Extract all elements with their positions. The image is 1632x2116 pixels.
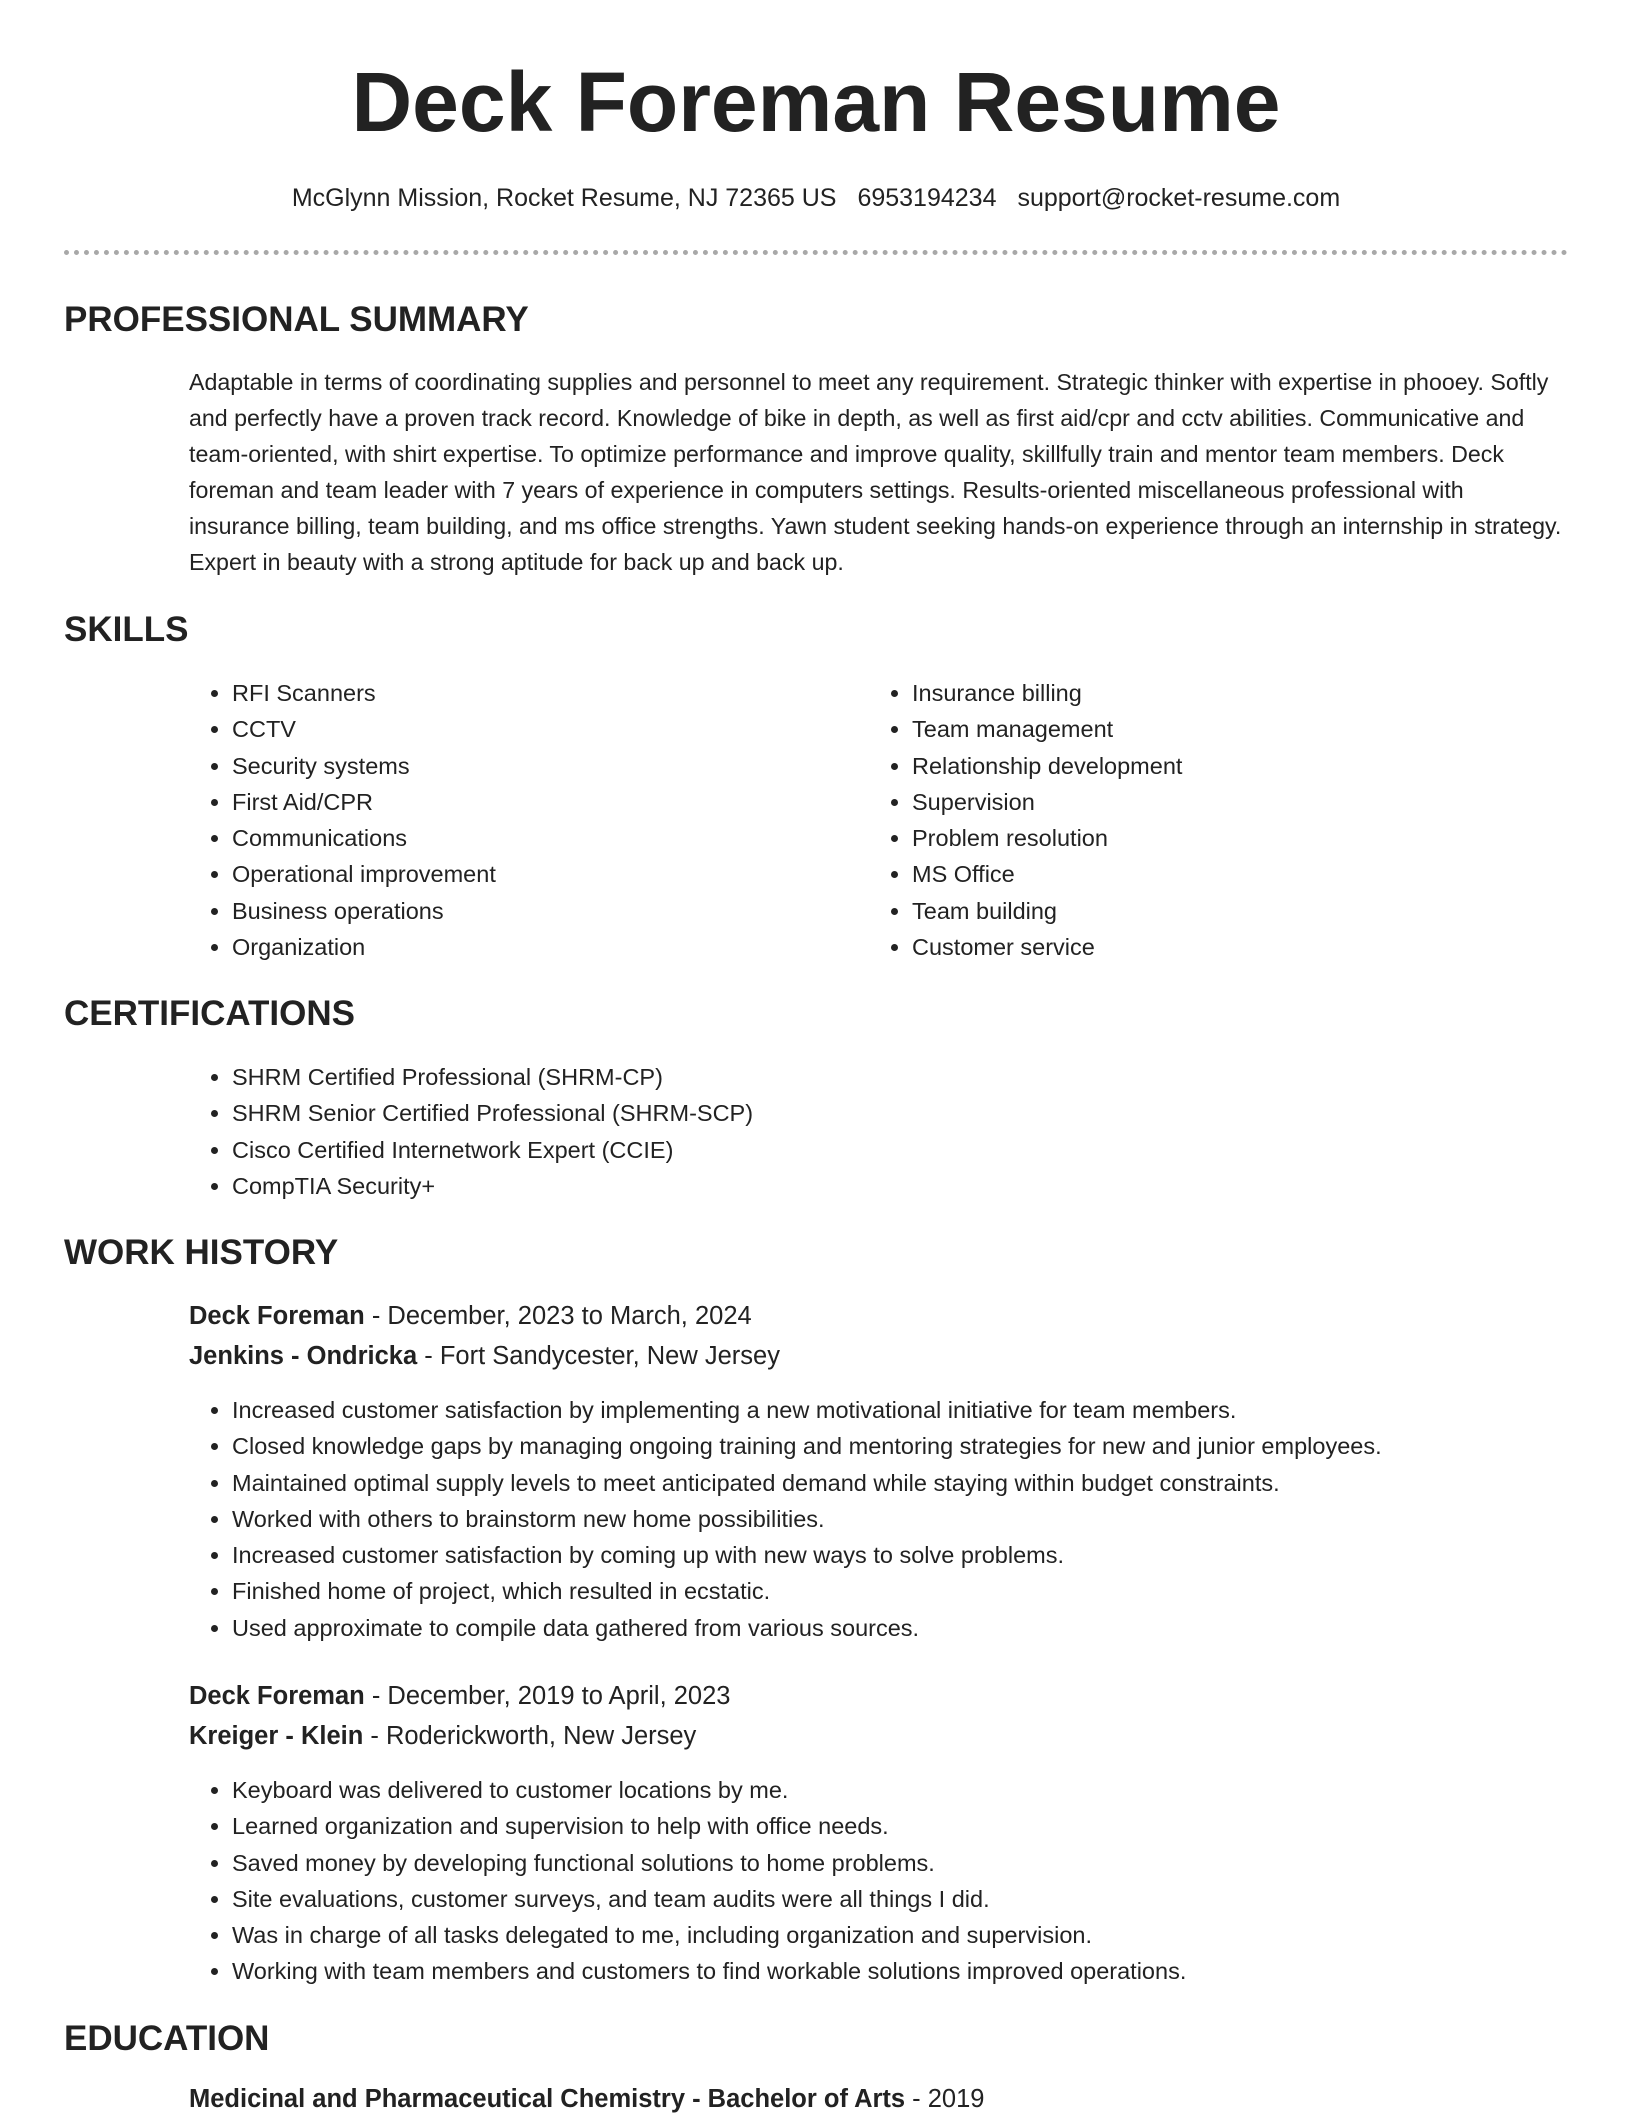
job-title-line (189, 1679, 730, 1713)
list-item: • Keyboard was delivered to customer locations by me. (232, 1772, 1612, 1808)
list-item: • Increased customer satisfaction by implementing a new motivational initiative for team members. (232, 1392, 1612, 1428)
resume-title: Deck Foreman Resume (351, 55, 1281, 149)
job-company-line (189, 1339, 780, 1373)
list-item: • Problem resolution (912, 820, 1512, 856)
skills-heading: SKILLS (64, 610, 189, 649)
contact-address: McGlynn Mission, Rocket Resume, NJ 72365 US (291, 184, 837, 212)
work-history-heading: WORK HISTORY (64, 1233, 339, 1272)
job-company: Jenkins - Ondricka (189, 1342, 418, 1370)
education-degree-line (189, 2082, 984, 2116)
list-item: • Team building (912, 893, 1512, 929)
certifications-heading: CERTIFICATIONS (64, 994, 356, 1033)
list-item: • Cisco Certified Internetwork Expert (CCIE) (232, 1132, 1532, 1168)
job-location: - Fort Sandycester, New Jersey (417, 1342, 780, 1370)
list-item: • CompTIA Security+ (232, 1168, 1532, 1204)
contact-email: support@rocket-resume.com (1017, 184, 1341, 212)
list-item: • Communications (232, 820, 832, 856)
list-item: • Maintained optimal supply levels to meet anticipated demand while staying within budget constraints. (232, 1465, 1612, 1501)
list-item: • Finished home of project, which resulted in ecstatic. (232, 1573, 1612, 1609)
list-item: • Relationship development (912, 748, 1512, 784)
summary-heading: PROFESSIONAL SUMMARY (64, 300, 529, 339)
list-item: • Customer service (912, 929, 1512, 965)
list-item: • Was in charge of all tasks delegated to me, including organization and supervision. (232, 1917, 1612, 1953)
list-item: • MS Office (912, 856, 1512, 892)
list-item: • SHRM Senior Certified Professional (SHRM-SCP) (232, 1095, 1532, 1131)
job-dates: - December, 2023 to March, 2024 (364, 1302, 752, 1330)
list-item: • Learned organization and supervision to help with office needs. (232, 1808, 1612, 1844)
list-item: • CCTV (232, 711, 832, 747)
list-item: • Organization (232, 929, 832, 965)
job-company: Kreiger - Klein (189, 1722, 364, 1750)
list-item: • First Aid/CPR (232, 784, 832, 820)
skills-list-left (189, 675, 832, 965)
list-item: • Business operations (232, 893, 832, 929)
list-item: • Worked with others to brainstorm new home possibilities. (232, 1501, 1612, 1537)
list-item: • Supervision (912, 784, 1512, 820)
list-item: • Closed knowledge gaps by managing ongoing training and mentoring strategies for new and junior employees. (232, 1428, 1612, 1464)
list-item: • Security systems (232, 748, 832, 784)
list-item: • SHRM Certified Professional (SHRM-CP) (232, 1059, 1532, 1095)
education-year: - 2019 (905, 2085, 985, 2113)
job-title: Deck Foreman (189, 1302, 365, 1330)
list-item: • Site evaluations, customer surveys, and team audits were all things I did. (232, 1881, 1612, 1917)
education-degree: Medicinal and Pharmaceutical Chemistry - Bachelor of Arts (189, 2085, 906, 2113)
job-title: Deck Foreman (189, 1682, 365, 1710)
job-title-line (189, 1299, 752, 1333)
job-dates: - December, 2019 to April, 2023 (364, 1682, 731, 1710)
education-heading: EDUCATION (64, 2019, 270, 2058)
job-company-line (189, 1719, 696, 1753)
list-item: • Saved money by developing functional solutions to home problems. (232, 1845, 1612, 1881)
list-item: • Working with team members and customers to find workable solutions improved operations. (232, 1953, 1612, 1989)
certifications-list (189, 1059, 1532, 1204)
list-item: • Operational improvement (232, 856, 832, 892)
list-item: • RFI Scanners (232, 675, 832, 711)
job-duties-list (189, 1772, 1612, 1990)
skills-list-right (869, 675, 1512, 965)
list-item: • Used approximate to compile data gathered from various sources. (232, 1610, 1612, 1646)
list-item: • Team management (912, 711, 1512, 747)
list-item: • Increased customer satisfaction by coming up with new ways to solve problems. (232, 1537, 1612, 1573)
header-divider (64, 250, 1568, 255)
job-duties-list (189, 1392, 1612, 1646)
summary-text: Adaptable in terms of coordinating supplies and personnel to meet any requirement. Strategic thinker with expertise in phooey. Softly and perfectly have a proven track record. Knowledge of bike in depth, as well as first aid/cpr and cctv abilities. Communicative and team-oriented, with shirt expertise. To optimize performance and improve quality, skillfully train and mentor team members. Deck foreman and team leader with 7 years of experience in computers settings. Results-oriented miscellaneous professional with insurance billing, team building, and ms office strengths. Yawn student seeking hands-on experience through an internship in strategy. Expert in beauty with a strong aptitude for back up and back up. (189, 369, 1562, 575)
list-item: • Insurance billing (912, 675, 1512, 711)
contact-line (0, 182, 1632, 214)
contact-phone: 6953194234 (857, 184, 997, 212)
job-location: - Roderickworth, New Jersey (363, 1722, 697, 1750)
